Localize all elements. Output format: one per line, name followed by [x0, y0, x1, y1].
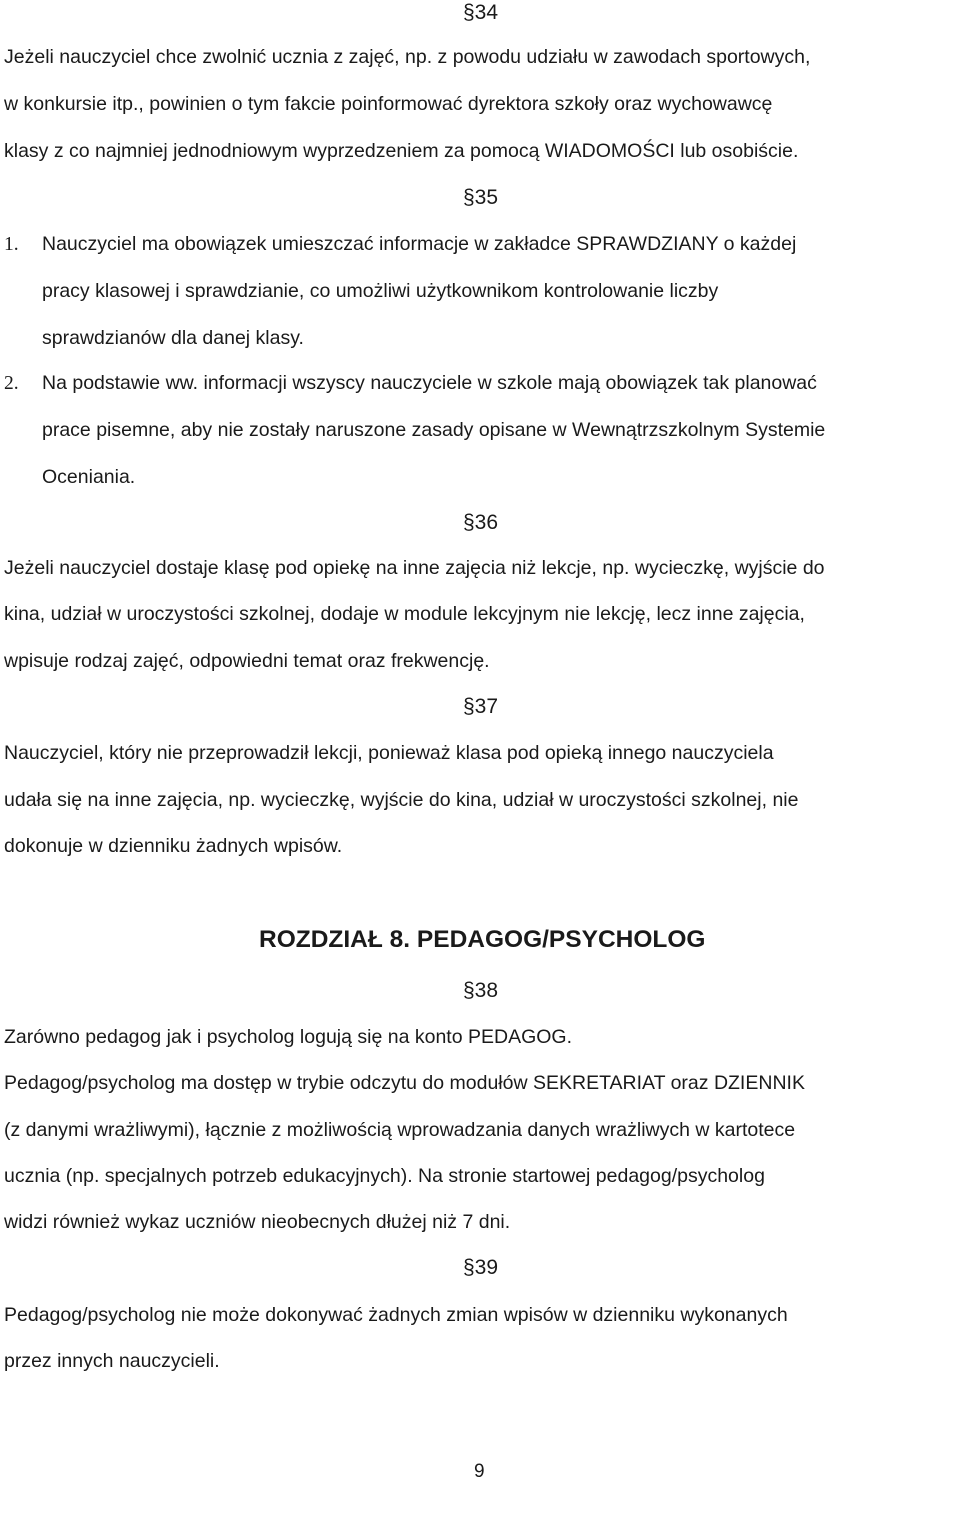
paragraph-38-line-2: Pedagog/psycholog ma dostęp w trybie odczytu do modułów SEKRETARIAT oraz DZIENNIK [4, 1072, 805, 1094]
paragraph-37-line-1: Nauczyciel, który nie przeprowadził lekcji, ponieważ klasa pod opieką innego nauczyciela [4, 742, 774, 764]
paragraph-36-line-1: Jeżeli nauczyciel dostaje klasę pod opiekę na inne zajęcia niż lekcje, np. wycieczkę, wyjście do [4, 557, 825, 579]
paragraph-38-line-5: widzi również wykaz uczniów nieobecnych dłużej niż 7 dni. [4, 1211, 511, 1233]
paragraph-34-line-1: Jeżeli nauczyciel chce zwolnić ucznia z zajęć, np. z powodu udziału w zawodach sportowych, [4, 46, 811, 68]
chapter-heading: ROZDZIAŁ 8. PEDAGOG/PSYCHOLOG [259, 926, 706, 953]
list-item-2 [4, 371, 817, 396]
paragraph-37-line-3: dokonuje w dzienniku żadnych wpisów. [4, 835, 343, 857]
section-heading-36: §36 [463, 511, 499, 534]
list-number-1: 1. [4, 234, 19, 255]
list-item-2-line-2: prace pisemne, aby nie zostały naruszone zasady opisane w Wewnątrzszkolnym Systemie [42, 419, 826, 441]
paragraph-34-line-3: klasy z co najmniej jednodniowym wyprzedzeniem za pomocą WIADOMOŚCI lub osobiście. [4, 140, 799, 162]
paragraph-38-line-1: Zarówno pedagog jak i psycholog logują się na konto PEDAGOG. [4, 1026, 572, 1048]
page-number: 9 [474, 1461, 485, 1482]
paragraph-39-line-1: Pedagog/psycholog nie może dokonywać żadnych zmian wpisów w dzienniku wykonanych [4, 1304, 788, 1326]
paragraph-36-line-3: wpisuje rodzaj zajęć, odpowiedni temat oraz frekwencję. [4, 650, 490, 672]
list-item-1-line-1: Nauczyciel ma obowiązek umieszczać informacje w zakładce SPRAWDZIANY o każdej [42, 233, 797, 255]
section-heading-37: §37 [463, 695, 499, 718]
paragraph-36-line-2: kina, udział w uroczystości szkolnej, dodaje w module lekcyjnym nie lekcję, lecz inne zajęcia, [4, 603, 805, 625]
section-heading-38: §38 [463, 979, 499, 1002]
paragraph-39-line-2: przez innych nauczycieli. [4, 1350, 220, 1372]
paragraph-37-line-2: udała się na inne zajęcia, np. wycieczkę, wyjście do kina, udział w uroczystości szkolnej, nie [4, 789, 799, 811]
section-heading-35: §35 [463, 186, 499, 209]
list-item-1-line-2: pracy klasowej i sprawdzianie, co umożliwi użytkownikom kontrolowanie liczby [42, 280, 719, 302]
list-item-2-line-3: Oceniania. [42, 466, 136, 488]
paragraph-34-line-2: w konkursie itp., powinien o tym fakcie poinformować dyrektora szkoły oraz wychowawcę [4, 93, 773, 115]
list-number-2: 2. [4, 373, 19, 394]
list-item-1-line-3: sprawdzianów dla danej klasy. [42, 327, 304, 349]
list-item-2-line-1: Na podstawie ww. informacji wszyscy nauczyciele w szkole mają obowiązek tak planować [42, 372, 817, 394]
list-item-1 [4, 232, 796, 257]
paragraph-38-line-3: (z danymi wrażliwymi), łącznie z możliwością wprowadzania danych wrażliwych w kartotece [4, 1119, 796, 1141]
section-heading-34: §34 [463, 1, 499, 24]
paragraph-38-line-4: ucznia (np. specjalnych potrzeb edukacyjnych). Na stronie startowej pedagog/psycholog [4, 1165, 765, 1187]
section-heading-39: §39 [463, 1256, 499, 1279]
